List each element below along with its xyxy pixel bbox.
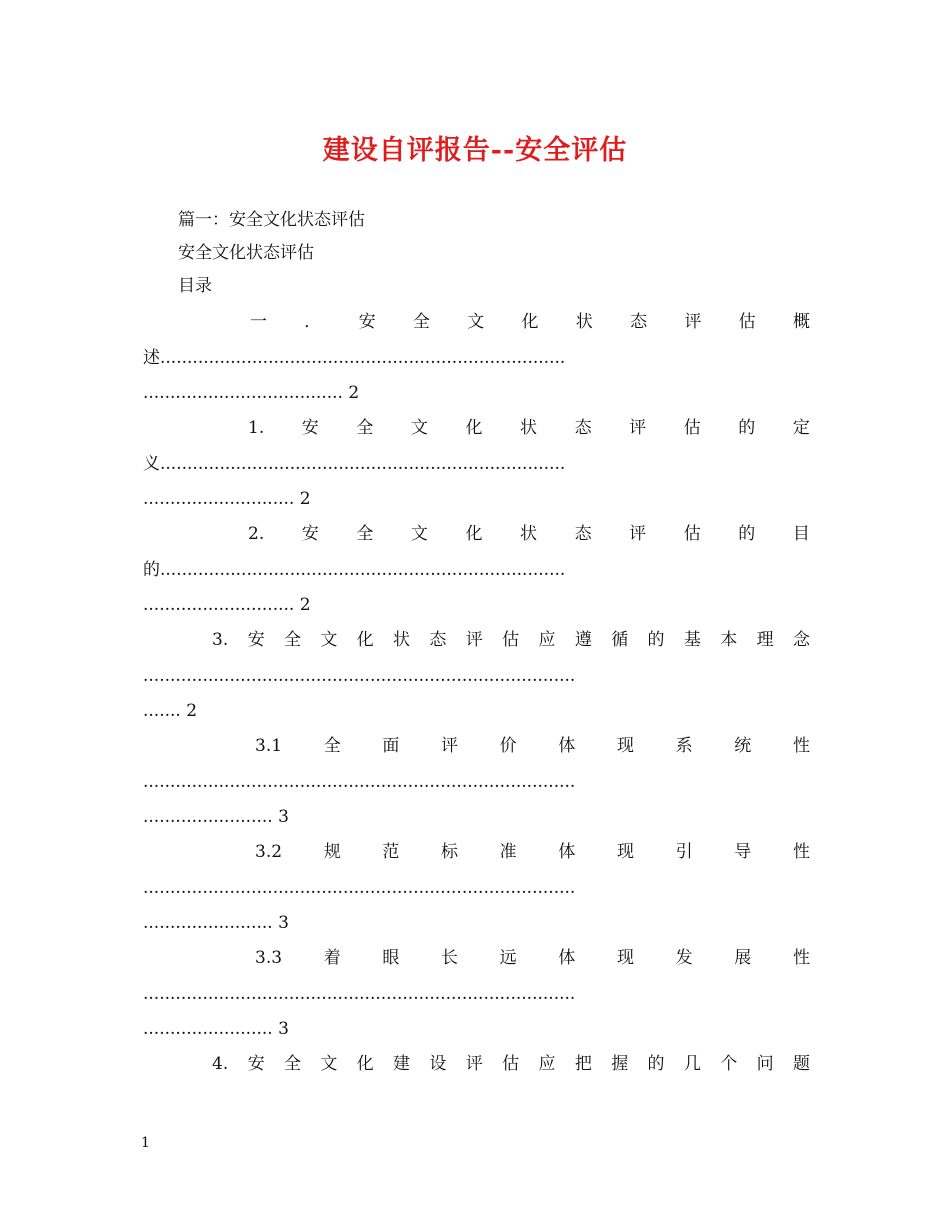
toc-title-char: 引 [675,842,693,862]
toc-leader-line [143,982,810,1006]
toc-leader-line [143,664,810,688]
toc-leader-tail: ....... 2 [143,701,198,721]
toc-title-char: 的 [738,524,756,544]
toc-title-char: 1. [248,418,265,438]
toc-title-char: 范 [382,842,400,862]
toc-title-char: 2. [248,524,265,544]
toc-title-char: 现 [616,842,634,862]
toc-title-char: 长 [441,948,459,968]
toc-title-char: 态 [574,418,592,438]
toc-title-char: 面 [382,736,400,756]
toc-title-last-char: 义 [143,454,160,474]
toc-entry-title [248,522,810,546]
toc-title-char: 全 [356,524,374,544]
toc-title-char: 准 [499,842,517,862]
toc-title-char: 评 [629,524,647,544]
toc-title-char: 定 [792,418,810,438]
toc-title-char: 全 [283,1054,301,1074]
toc-title-char: 目 [792,524,810,544]
toc-leader-dots: ................................................................................ [143,772,576,792]
toc-title-char: 文 [320,630,338,650]
toc-title-char: 性 [792,736,810,756]
toc-entry-title [255,946,810,970]
toc-title-char: 安 [358,312,376,332]
toc-title-char: 体 [558,842,576,862]
toc-leader-line [143,876,810,900]
toc-entry-title [212,1052,810,1076]
intro-line-1: 篇一：安全文化状态评估 [178,210,365,230]
toc-title-char: 安 [301,524,319,544]
toc-title-char: 本 [720,630,738,650]
toc-title-char: 评 [684,312,702,332]
toc-leader-dots: ........................................................................... [160,348,566,368]
toc-title-last-char: 的 [143,560,160,580]
toc-leader-tail: ..................................... 2 [143,383,360,403]
toc-title-char: 3.2 [255,842,283,862]
toc-title-char: 3.1 [255,736,283,756]
toc-leader-dots: ........................................................................... [160,454,566,474]
toc-title-char: 估 [683,524,701,544]
toc-entry-title [212,628,810,652]
toc-title-char: 态 [429,630,447,650]
toc-title-char: 全 [283,630,301,650]
toc-title-char: 4. [212,1054,229,1074]
toc-title-char: 化 [465,418,483,438]
toc-title-char: 现 [616,736,634,756]
toc-leader-line [143,770,810,794]
toc-title-char: 展 [734,948,752,968]
toc-title-char: 性 [792,948,810,968]
toc-title-char: 远 [499,948,517,968]
toc-title-char: 握 [611,1054,629,1074]
toc-title-char: 文 [320,1054,338,1074]
toc-leader-dots: ................................................................................ [143,878,576,898]
toc-title-char: 全 [412,312,430,332]
toc-title-char: 安 [301,418,319,438]
toc-title-last-char: 述 [143,348,160,368]
toc-title-char: 一 [250,312,267,332]
toc-entry-title [255,734,810,758]
toc-title-char: 标 [441,842,459,862]
toc-title-char: 体 [558,948,576,968]
toc-title-char: 估 [683,418,701,438]
toc-title-char: 3.3 [255,948,283,968]
toc-title-char: 估 [738,312,756,332]
toc-title-char: 概 [792,312,810,332]
toc-title-char: 状 [393,630,411,650]
toc-title-char: 文 [410,418,428,438]
toc-title-char: 把 [574,1054,592,1074]
toc-leader-line [143,452,810,476]
toc-entry-title [255,840,810,864]
toc-title-char: 建 [393,1054,411,1074]
toc-leader-tail: ........................ 3 [143,807,289,827]
toc-title-char: 的 [738,418,756,438]
document-title: 建设自评报告--安全评估 [322,135,628,166]
toc-leader-tail: ........................ 3 [143,913,289,933]
page-number: 1 [141,1135,150,1151]
toc-leader-dots: ........................................................................... [160,560,566,580]
toc-title-char: 评 [441,736,459,756]
toc-title-char: 安 [247,630,265,650]
toc-title-char: 化 [356,630,374,650]
toc-title-char: 的 [647,1054,665,1074]
toc-title-char: 安 [247,1054,265,1074]
toc-title-char: 题 [792,1054,810,1074]
toc-title-char: 状 [520,418,538,438]
toc-leader-tail: ............................ 2 [143,595,311,615]
toc-title-char: 化 [521,312,539,332]
toc-title-char: 估 [502,1054,520,1074]
toc-title-char: 文 [467,312,485,332]
toc-entry-title [250,310,810,334]
toc-title-char: 问 [756,1054,774,1074]
toc-title-char: 着 [323,948,341,968]
toc-leader-dots: ................................................................................ [143,984,576,1004]
intro-line-3: 目录 [178,276,212,296]
toc-title-char: 评 [465,630,483,650]
toc-title-char: 发 [675,948,693,968]
toc-title-char: 估 [502,630,520,650]
toc-title-char: 的 [647,630,665,650]
toc-title-char: 眼 [382,948,400,968]
toc-title-char: 文 [410,524,428,544]
toc-title-char: 状 [520,524,538,544]
toc-title-char: 化 [356,1054,374,1074]
toc-title-char: 状 [575,312,593,332]
toc-title-char: 化 [465,524,483,544]
toc-title-char: 念 [792,630,810,650]
toc-title-char: 态 [630,312,648,332]
intro-line-2: 安全文化状态评估 [178,243,314,263]
toc-title-char: ． [304,312,322,332]
toc-title-char: 系 [675,736,693,756]
toc-title-char: 应 [538,1054,556,1074]
toc-title-char: 个 [720,1054,738,1074]
toc-leader-tail: ........................ 3 [143,1019,289,1039]
toc-title-char: 理 [756,630,774,650]
toc-title-char: 态 [574,524,592,544]
toc-entry-title [248,416,810,440]
toc-title-char: 统 [734,736,752,756]
toc-title-char: 性 [792,842,810,862]
toc-title-char: 价 [499,736,517,756]
toc-title-char: 全 [323,736,341,756]
toc-leader-tail: ............................ 2 [143,489,311,509]
toc-title-char: 应 [538,630,556,650]
toc-leader-line [143,558,810,582]
toc-title-char: 遵 [574,630,592,650]
toc-leader-line [143,346,810,370]
toc-title-char: 基 [683,630,701,650]
toc-title-char: 导 [734,842,752,862]
toc-title-char: 几 [683,1054,701,1074]
toc-title-char: 规 [323,842,341,862]
toc-title-char: 设 [429,1054,447,1074]
toc-leader-dots: ................................................................................ [143,666,576,686]
toc-title-char: 体 [558,736,576,756]
toc-title-char: 评 [465,1054,483,1074]
toc-title-char: 循 [611,630,629,650]
toc-title-char: 评 [629,418,647,438]
toc-title-char: 全 [356,418,374,438]
toc-title-char: 现 [616,948,634,968]
toc-title-char: 3. [212,630,229,650]
